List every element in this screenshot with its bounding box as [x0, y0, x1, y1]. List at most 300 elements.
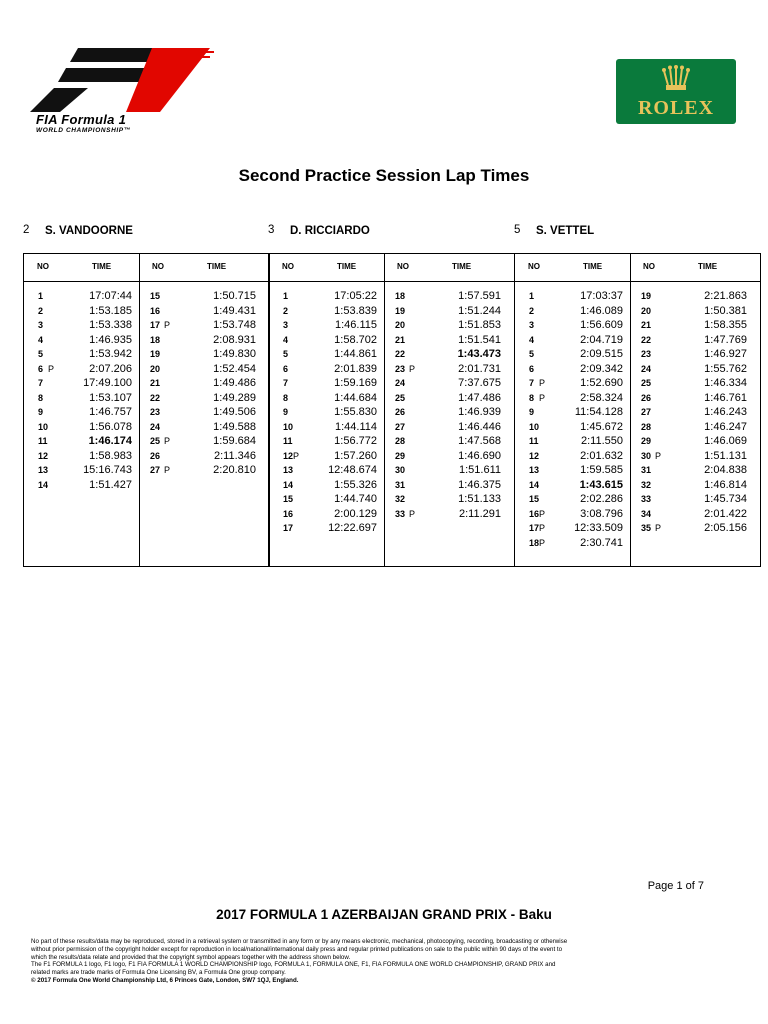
lap-number: 8 [529, 392, 535, 403]
lap-row [283, 363, 393, 378]
lap-number: 30 [641, 450, 652, 461]
lap-row [395, 435, 505, 450]
lap-row [395, 348, 505, 363]
lap-row [395, 290, 505, 305]
lap-row [150, 377, 260, 392]
lap-row [529, 479, 639, 494]
pit-marker: P [655, 450, 662, 461]
lap-row [529, 348, 639, 363]
lap-row [150, 392, 260, 407]
lap-number: 29 [641, 436, 652, 446]
lap-row [641, 363, 751, 378]
lap-time: 1:53.942 [89, 348, 132, 360]
lap-time: 1:46.446 [458, 420, 501, 433]
lap-time: 1:51.133 [458, 493, 501, 505]
lap-time: 12:22.697 [328, 522, 377, 534]
lap-time: 1:46.757 [89, 406, 132, 418]
column-header-no: NO [528, 262, 540, 271]
lap-time: 1:43.473 [457, 348, 501, 360]
lap-number: 30 [395, 465, 406, 475]
lap-time: 1:46.089 [580, 304, 623, 317]
lap-time: 1:46.174 [88, 435, 132, 447]
rolex-logo [616, 59, 736, 124]
lap-time: 1:53.338 [89, 319, 132, 331]
lap-number: 4 [38, 334, 44, 345]
lap-time: 1:46.115 [334, 319, 377, 331]
lap-number: 20 [150, 363, 161, 374]
lap-number: 32 [641, 479, 652, 490]
lap-time: 2:07.206 [89, 362, 132, 375]
lap-times-table [268, 253, 515, 567]
lap-time: 1:51.853 [458, 319, 501, 331]
lap-row [38, 406, 148, 421]
lap-time: 2:11.550 [580, 435, 623, 447]
lap-number: 31 [641, 465, 652, 475]
lap-row [395, 334, 505, 349]
lap-number: 32 [395, 494, 406, 504]
lap-row [38, 421, 148, 436]
lap-time: 2:09.515 [580, 348, 623, 360]
lap-time: 1:49.506 [213, 406, 256, 418]
pit-marker: P [539, 537, 546, 548]
lap-time: 17:49.100 [83, 377, 132, 389]
lap-number: 14 [283, 479, 294, 490]
lap-row [150, 305, 260, 320]
lap-number: 18 [150, 334, 161, 345]
lap-row [641, 493, 751, 508]
lap-time: 1:47.568 [458, 435, 501, 447]
lap-time: 1:56.609 [580, 319, 623, 331]
lap-number: 23 [641, 349, 652, 359]
lap-number: 13 [529, 465, 540, 475]
lap-number: 7 [38, 378, 44, 388]
lap-time: 1:55.762 [704, 362, 747, 375]
lap-time: 1:47.486 [458, 391, 501, 404]
column-header-no: NO [397, 262, 409, 271]
lap-time: 2:58.324 [580, 391, 623, 404]
driver-number: 2 [23, 224, 30, 236]
lap-time: 1:51.131 [704, 449, 747, 462]
pit-marker: P [655, 523, 662, 533]
lap-number: 1 [283, 291, 289, 301]
lap-number: 2 [38, 305, 44, 316]
lap-row [395, 406, 505, 421]
lap-time: 2:01.632 [580, 449, 623, 462]
lap-row [150, 450, 260, 465]
lap-number: 23 [150, 407, 161, 417]
page-number: Page 1 of 7 [647, 880, 704, 892]
lap-number: 16 [283, 508, 294, 519]
lap-row [283, 305, 393, 320]
lap-time: 1:45.734 [704, 493, 747, 505]
lap-row [395, 479, 505, 494]
lap-row [38, 334, 148, 349]
lap-number: 23 [395, 363, 406, 374]
legal-line: which the results/data relate and provided that the copyright symbol appears together with the address shown below. [31, 953, 351, 961]
lap-number: 22 [641, 334, 652, 345]
lap-row [395, 305, 505, 320]
lap-number: 27 [641, 407, 652, 417]
pit-marker: P [48, 363, 55, 374]
lap-number: 12 [283, 450, 294, 461]
lap-time: 1:56.772 [334, 435, 377, 447]
lap-row [283, 464, 393, 479]
lap-row [38, 392, 148, 407]
lap-time: 1:46.243 [704, 406, 747, 418]
lap-row [641, 435, 751, 450]
lap-row [395, 493, 505, 508]
lap-time: 1:46.935 [89, 333, 132, 346]
lap-row [529, 406, 639, 421]
lap-time: 11:54.128 [574, 406, 623, 418]
lap-row [38, 348, 148, 363]
lap-number: 33 [641, 494, 652, 504]
lap-time: 1:55.326 [334, 478, 377, 491]
lap-number: 17 [529, 523, 540, 533]
lap-time: 17:07:44 [89, 290, 132, 302]
lap-number: 12 [38, 450, 49, 461]
lap-row [150, 363, 260, 378]
lap-time: 1:49.289 [213, 391, 256, 404]
crown-icon [660, 65, 692, 93]
table-header [515, 254, 760, 282]
lap-time: 1:55.830 [334, 406, 377, 418]
lap-number: 6 [283, 363, 289, 374]
lap-row [395, 450, 505, 465]
lap-time: 12:33.509 [574, 522, 623, 534]
column-header-no: NO [152, 262, 164, 271]
lap-row [641, 319, 751, 334]
lap-row [150, 334, 260, 349]
lap-number: 18 [529, 537, 540, 548]
lap-row [529, 537, 639, 552]
lap-time: 1:46.375 [458, 478, 501, 491]
lap-row [641, 290, 751, 305]
table-header [269, 254, 514, 282]
legal-line: The F1 FORMULA 1 logo, F1 logo, F1 FIA FORMULA 1 WORLD CHAMPIONSHIP logo, FORMULA 1, FORMULA ONE, F1, FIA FORMULA ONE WORLD CHAMPIONSHIP, GRAND PRIX and [31, 961, 556, 969]
lap-row [395, 392, 505, 407]
legal-line: No part of these results/data may be reproduced, stored in a retrieval system or transmitted in any form or by any means electronic, mechanical, photocopying, recording, broadcasting or otherwise [31, 938, 568, 945]
lap-row [641, 421, 751, 436]
lap-time: 1:51.611 [458, 464, 501, 476]
pit-marker: P [539, 508, 546, 519]
lap-time: 1:46.334 [704, 377, 747, 389]
lap-number: 18 [395, 291, 406, 301]
lap-row [529, 305, 639, 320]
lap-time: 1:51.244 [458, 304, 501, 317]
lap-number: 35 [641, 523, 652, 533]
lap-number: 26 [641, 392, 652, 403]
lap-number: 5 [283, 349, 289, 359]
lap-number: 10 [283, 421, 294, 432]
lap-number: 24 [641, 363, 652, 374]
lap-time: 1:46.761 [704, 391, 747, 404]
lap-number: 9 [529, 407, 535, 417]
lap-number: 13 [38, 465, 49, 475]
pit-marker: P [409, 508, 416, 519]
lap-row [38, 363, 148, 378]
driver-number: 5 [514, 224, 521, 236]
lap-row [395, 508, 505, 523]
lap-row [283, 319, 393, 334]
lap-time: 2:02.286 [580, 493, 623, 505]
column-header-no: NO [282, 262, 294, 271]
lap-time: 2:00.129 [334, 507, 377, 520]
lap-number: 31 [395, 479, 406, 490]
lap-number: 3 [529, 320, 535, 330]
lap-number: 8 [283, 392, 289, 403]
lap-number: 4 [283, 334, 289, 345]
lap-times-table [514, 253, 761, 567]
lap-row [529, 464, 639, 479]
lap-row [38, 479, 148, 494]
lap-row [283, 479, 393, 494]
lap-number: 11 [38, 436, 48, 446]
lap-number: 7 [529, 378, 535, 388]
lap-number: 19 [395, 305, 406, 316]
lap-row [641, 334, 751, 349]
lap-time: 2:01.731 [458, 362, 501, 375]
lap-time: 2:04.719 [580, 333, 623, 346]
lap-number: 33 [395, 508, 406, 519]
lap-number: 29 [395, 450, 406, 461]
lap-time: 1:59.585 [580, 464, 623, 476]
lap-number: 10 [529, 421, 540, 432]
table-header [24, 254, 269, 282]
lap-row [283, 522, 393, 537]
lap-number: 10 [38, 421, 49, 432]
lap-row [150, 406, 260, 421]
lap-number: 14 [529, 479, 540, 490]
lap-time: 1:56.078 [89, 420, 132, 433]
driver-name: S. VANDOORNE [45, 225, 133, 237]
driver-name: D. RICCIARDO [290, 225, 370, 237]
lap-row [150, 421, 260, 436]
lap-number: 19 [641, 291, 652, 301]
lap-number: 2 [529, 305, 535, 316]
lap-time: 17:05:22 [334, 290, 377, 302]
pit-marker: P [539, 392, 546, 403]
lap-number: 2 [283, 305, 289, 316]
lap-time: 1:46.939 [458, 406, 501, 418]
lap-time: 1:53.839 [334, 304, 377, 317]
lap-time: 1:58.355 [704, 319, 747, 331]
lap-time: 1:50.715 [213, 290, 256, 302]
lap-time: 1:44.740 [334, 493, 377, 505]
lap-row [283, 493, 393, 508]
lap-row [283, 406, 393, 421]
lap-number: 21 [150, 378, 161, 388]
column-header-time: TIME [452, 262, 472, 271]
lap-number: 16 [529, 508, 540, 519]
lap-row [529, 319, 639, 334]
lap-time: 2:20.810 [213, 464, 256, 476]
lap-number: 16 [150, 305, 161, 316]
lap-row [38, 305, 148, 320]
lap-number: 21 [641, 320, 652, 330]
lap-number: 27 [150, 465, 161, 475]
lap-number: 11 [529, 436, 539, 446]
lap-time: 2:01.422 [704, 507, 747, 520]
lap-time: 2:21.863 [704, 290, 747, 302]
lap-number: 25 [150, 436, 161, 446]
lap-row [395, 377, 505, 392]
column-header-time: TIME [207, 262, 227, 271]
lap-row [38, 450, 148, 465]
lap-row [641, 522, 751, 537]
lap-number: 9 [283, 407, 289, 417]
legal-notice [31, 938, 737, 985]
lap-row [38, 435, 148, 450]
pit-marker: P [409, 363, 416, 374]
lap-number: 17 [283, 523, 294, 533]
lap-number: 12 [529, 450, 540, 461]
lap-row [38, 290, 148, 305]
lap-time: 1:49.431 [213, 304, 256, 317]
lap-time: 1:46.247 [704, 420, 747, 433]
lap-row [529, 421, 639, 436]
lap-time: 1:58.702 [334, 333, 377, 346]
lap-time: 1:57.591 [458, 290, 501, 302]
lap-number: 27 [395, 421, 406, 432]
lap-row [641, 508, 751, 523]
lap-time: 1:46.690 [458, 449, 501, 462]
lap-number: 5 [38, 349, 44, 359]
lap-time: 1:51.427 [89, 478, 132, 491]
lap-row [641, 377, 751, 392]
lap-row [283, 348, 393, 363]
lap-time: 2:09.342 [580, 362, 623, 375]
lap-number: 26 [150, 450, 161, 461]
lap-number: 13 [283, 465, 294, 475]
lap-row [38, 377, 148, 392]
pit-marker: P [539, 523, 546, 533]
lap-row [529, 493, 639, 508]
driver-number: 3 [268, 224, 275, 236]
lap-time: 1:46.927 [704, 348, 747, 360]
lap-row [150, 435, 260, 450]
column-header-time: TIME [698, 262, 718, 271]
lap-row [529, 363, 639, 378]
lap-row [395, 464, 505, 479]
lap-time: 17:03:37 [580, 290, 623, 302]
lap-time: 1:44.861 [334, 348, 377, 360]
column-header-time: TIME [337, 262, 357, 271]
lap-number: 20 [641, 305, 652, 316]
lap-row [150, 464, 260, 479]
lap-number: 1 [38, 291, 44, 301]
lap-time: 3:08.796 [580, 507, 623, 520]
lap-number: 9 [38, 407, 44, 417]
lap-number: 19 [150, 349, 161, 359]
lap-row [283, 435, 393, 450]
lap-time: 1:49.830 [213, 348, 256, 360]
lap-time: 1:53.185 [89, 304, 132, 317]
lap-row [529, 334, 639, 349]
lap-time: 2:04.838 [704, 464, 747, 476]
page-title: Second Practice Session Lap Times [238, 166, 530, 185]
lap-time: 1:49.486 [213, 377, 256, 389]
lap-number: 3 [38, 320, 44, 330]
lap-time: 1:45.672 [580, 420, 623, 433]
lap-row [150, 290, 260, 305]
lap-number: 25 [641, 378, 652, 388]
lap-time: 1:57.260 [334, 449, 377, 462]
lap-time: 2:05.156 [704, 522, 747, 534]
lap-number: 4 [529, 334, 535, 345]
lap-time: 1:59.169 [334, 377, 377, 389]
column-header-time: TIME [92, 262, 112, 271]
lap-number: 17 [150, 320, 161, 330]
lap-time: 1:44.114 [334, 420, 377, 433]
lap-number: 28 [395, 436, 406, 446]
lap-time: 15:16.743 [83, 464, 132, 476]
pit-marker: P [164, 465, 171, 475]
lap-number: 20 [395, 320, 406, 330]
lap-number: 34 [641, 508, 652, 519]
lap-row [641, 479, 751, 494]
column-header-time: TIME [583, 262, 603, 271]
lap-row [150, 319, 260, 334]
lap-row [395, 319, 505, 334]
column-header-no: NO [643, 262, 655, 271]
lap-time: 2:30.741 [580, 536, 623, 549]
lap-time: 1:52.454 [213, 362, 256, 375]
pit-marker: P [164, 436, 171, 446]
lap-number: 1 [529, 291, 535, 301]
lap-time: 1:46.814 [704, 478, 747, 491]
lap-row [283, 392, 393, 407]
lap-number: 11 [283, 436, 293, 446]
lap-number: 21 [395, 334, 406, 345]
lap-number: 25 [395, 392, 406, 403]
lap-number: 14 [38, 479, 49, 490]
pit-marker: P [293, 450, 300, 461]
lap-time: 1:47.769 [704, 333, 747, 346]
lap-number: 22 [395, 349, 406, 359]
lap-time: 1:49.588 [213, 420, 256, 433]
lap-number: 24 [150, 421, 161, 432]
pit-marker: P [164, 320, 171, 330]
driver-name: S. VETTEL [536, 225, 595, 237]
lap-number: 15 [283, 494, 294, 504]
lap-row [283, 450, 393, 465]
copyright: © 2017 Formula One World Championship Ltd, 6 Princes Gate, London, SW7 1QJ, England. [31, 976, 299, 984]
rolex-wordmark: ROLEX [637, 97, 715, 119]
lap-number: 26 [395, 407, 406, 417]
lap-number: 28 [641, 421, 652, 432]
lap-row [529, 392, 639, 407]
lap-time: 2:08.931 [213, 333, 256, 346]
lap-row [395, 363, 505, 378]
lap-time: 1:50.381 [704, 304, 747, 317]
lap-number: 8 [38, 392, 44, 403]
lap-times-table [23, 253, 270, 567]
lap-row [641, 348, 751, 363]
lap-time: 1:52.690 [580, 377, 623, 389]
column-header-no: NO [37, 262, 49, 271]
event-title: 2017 FORMULA 1 AZERBAIJAN GRAND PRIX - Baku [216, 907, 552, 922]
lap-row [38, 464, 148, 479]
lap-time: 2:11.291 [458, 507, 501, 520]
lap-number: 22 [150, 392, 161, 403]
lap-row [641, 406, 751, 421]
lap-row [529, 522, 639, 537]
lap-time: 1:44.684 [334, 391, 377, 404]
lap-row [283, 508, 393, 523]
lap-row [283, 334, 393, 349]
lap-time: 7:37.675 [458, 377, 501, 389]
